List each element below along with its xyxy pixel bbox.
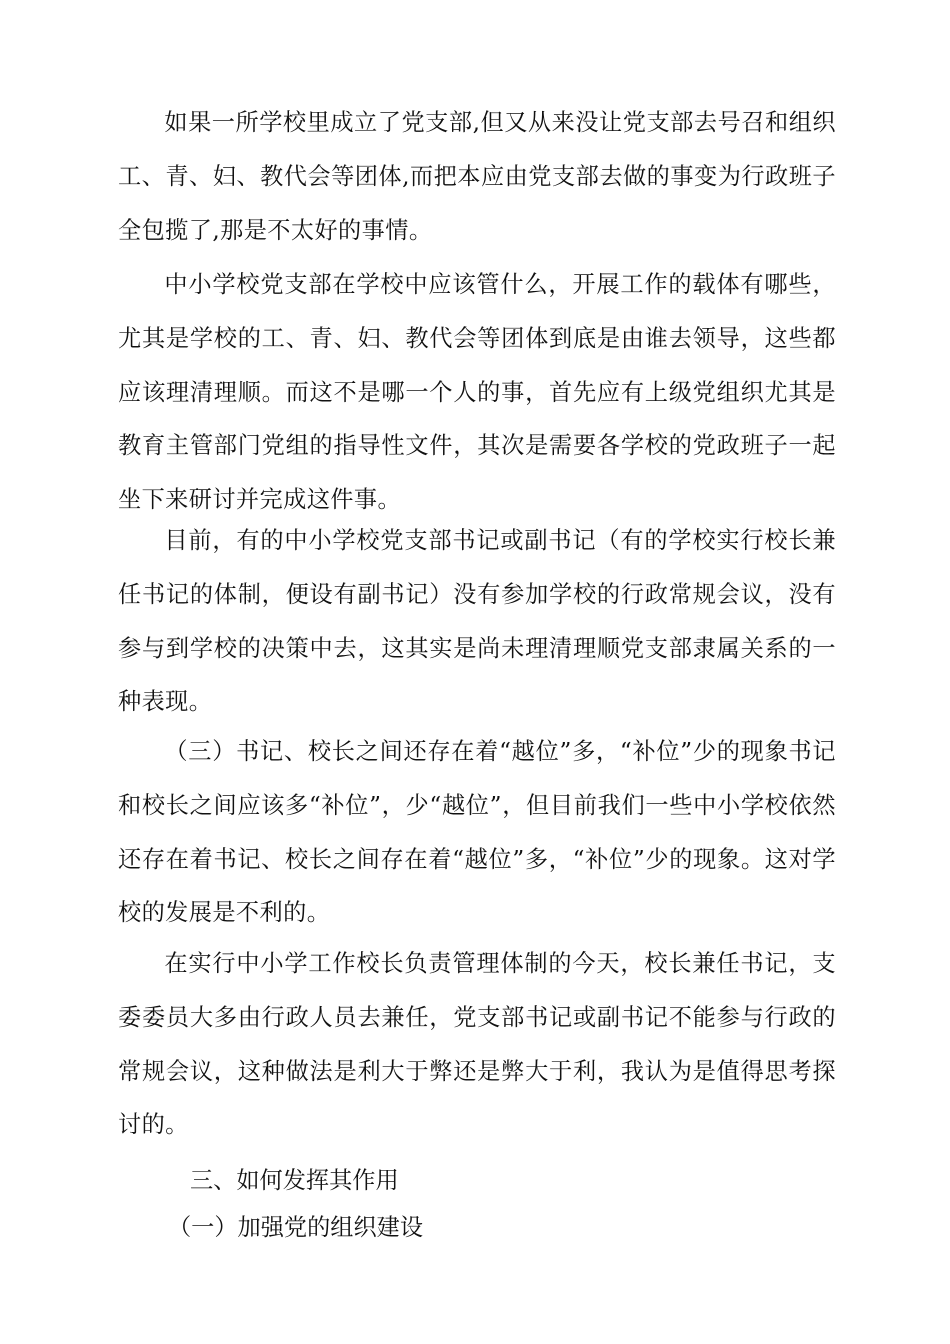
paragraph-2: 中小学校党支部在学校中应该管什么，开展工作的载体有哪些，尤其是学校的工、青、妇、教代会等团体到底是由谁去领导，这些都应该理清理顺。而这不是哪一个人的事，首先应有上级党组织尤其是教育主管部门党组的指导性文件，其次是需要各学校的党政班子一起坐下来研讨并完成这件事。 — [118, 271, 836, 514]
paragraph-5: 在实行中小学工作校长负责管理体制的今天，校长兼任书记，支委委员大多由行政人员去兼任，党支部书记或副书记不能参与行政的常规会议，这种做法是利大于弊还是弊大于利，我认为是值得思考探讨的。 — [118, 950, 836, 1139]
section-heading: 三、如何发挥其作用 — [190, 1167, 399, 1194]
paragraph-3: 目前，有的中小学校党支部书记或副书记（有的学校实行校长兼任书记的体制，便设有副书记）没有参加学校的行政常规会议，没有参与到学校的决策中去，这其实是尚未理清理顺党支部隶属关系的一种表现。 — [118, 527, 836, 716]
paragraph-1: 如果一所学校里成立了党支部,但又从来没让党支部去号召和组织工、青、妇、教代会等团体,而把本应由党支部去做的事变为行政班子全包揽了,那是不太好的事情。 — [118, 109, 836, 244]
subsection-heading: （一）加强党的组织建设 — [168, 1214, 424, 1241]
paragraph-4: （三）书记、校长之间还存在着“越位”多，“补位”少的现象书记和校长之间应该多“补位”，少“越位”，但目前我们一些中小学校依然还存在着书记、校长之间存在着“越位”多，“补位”少的现象。这对学校的发展是不利的。 — [118, 738, 836, 927]
